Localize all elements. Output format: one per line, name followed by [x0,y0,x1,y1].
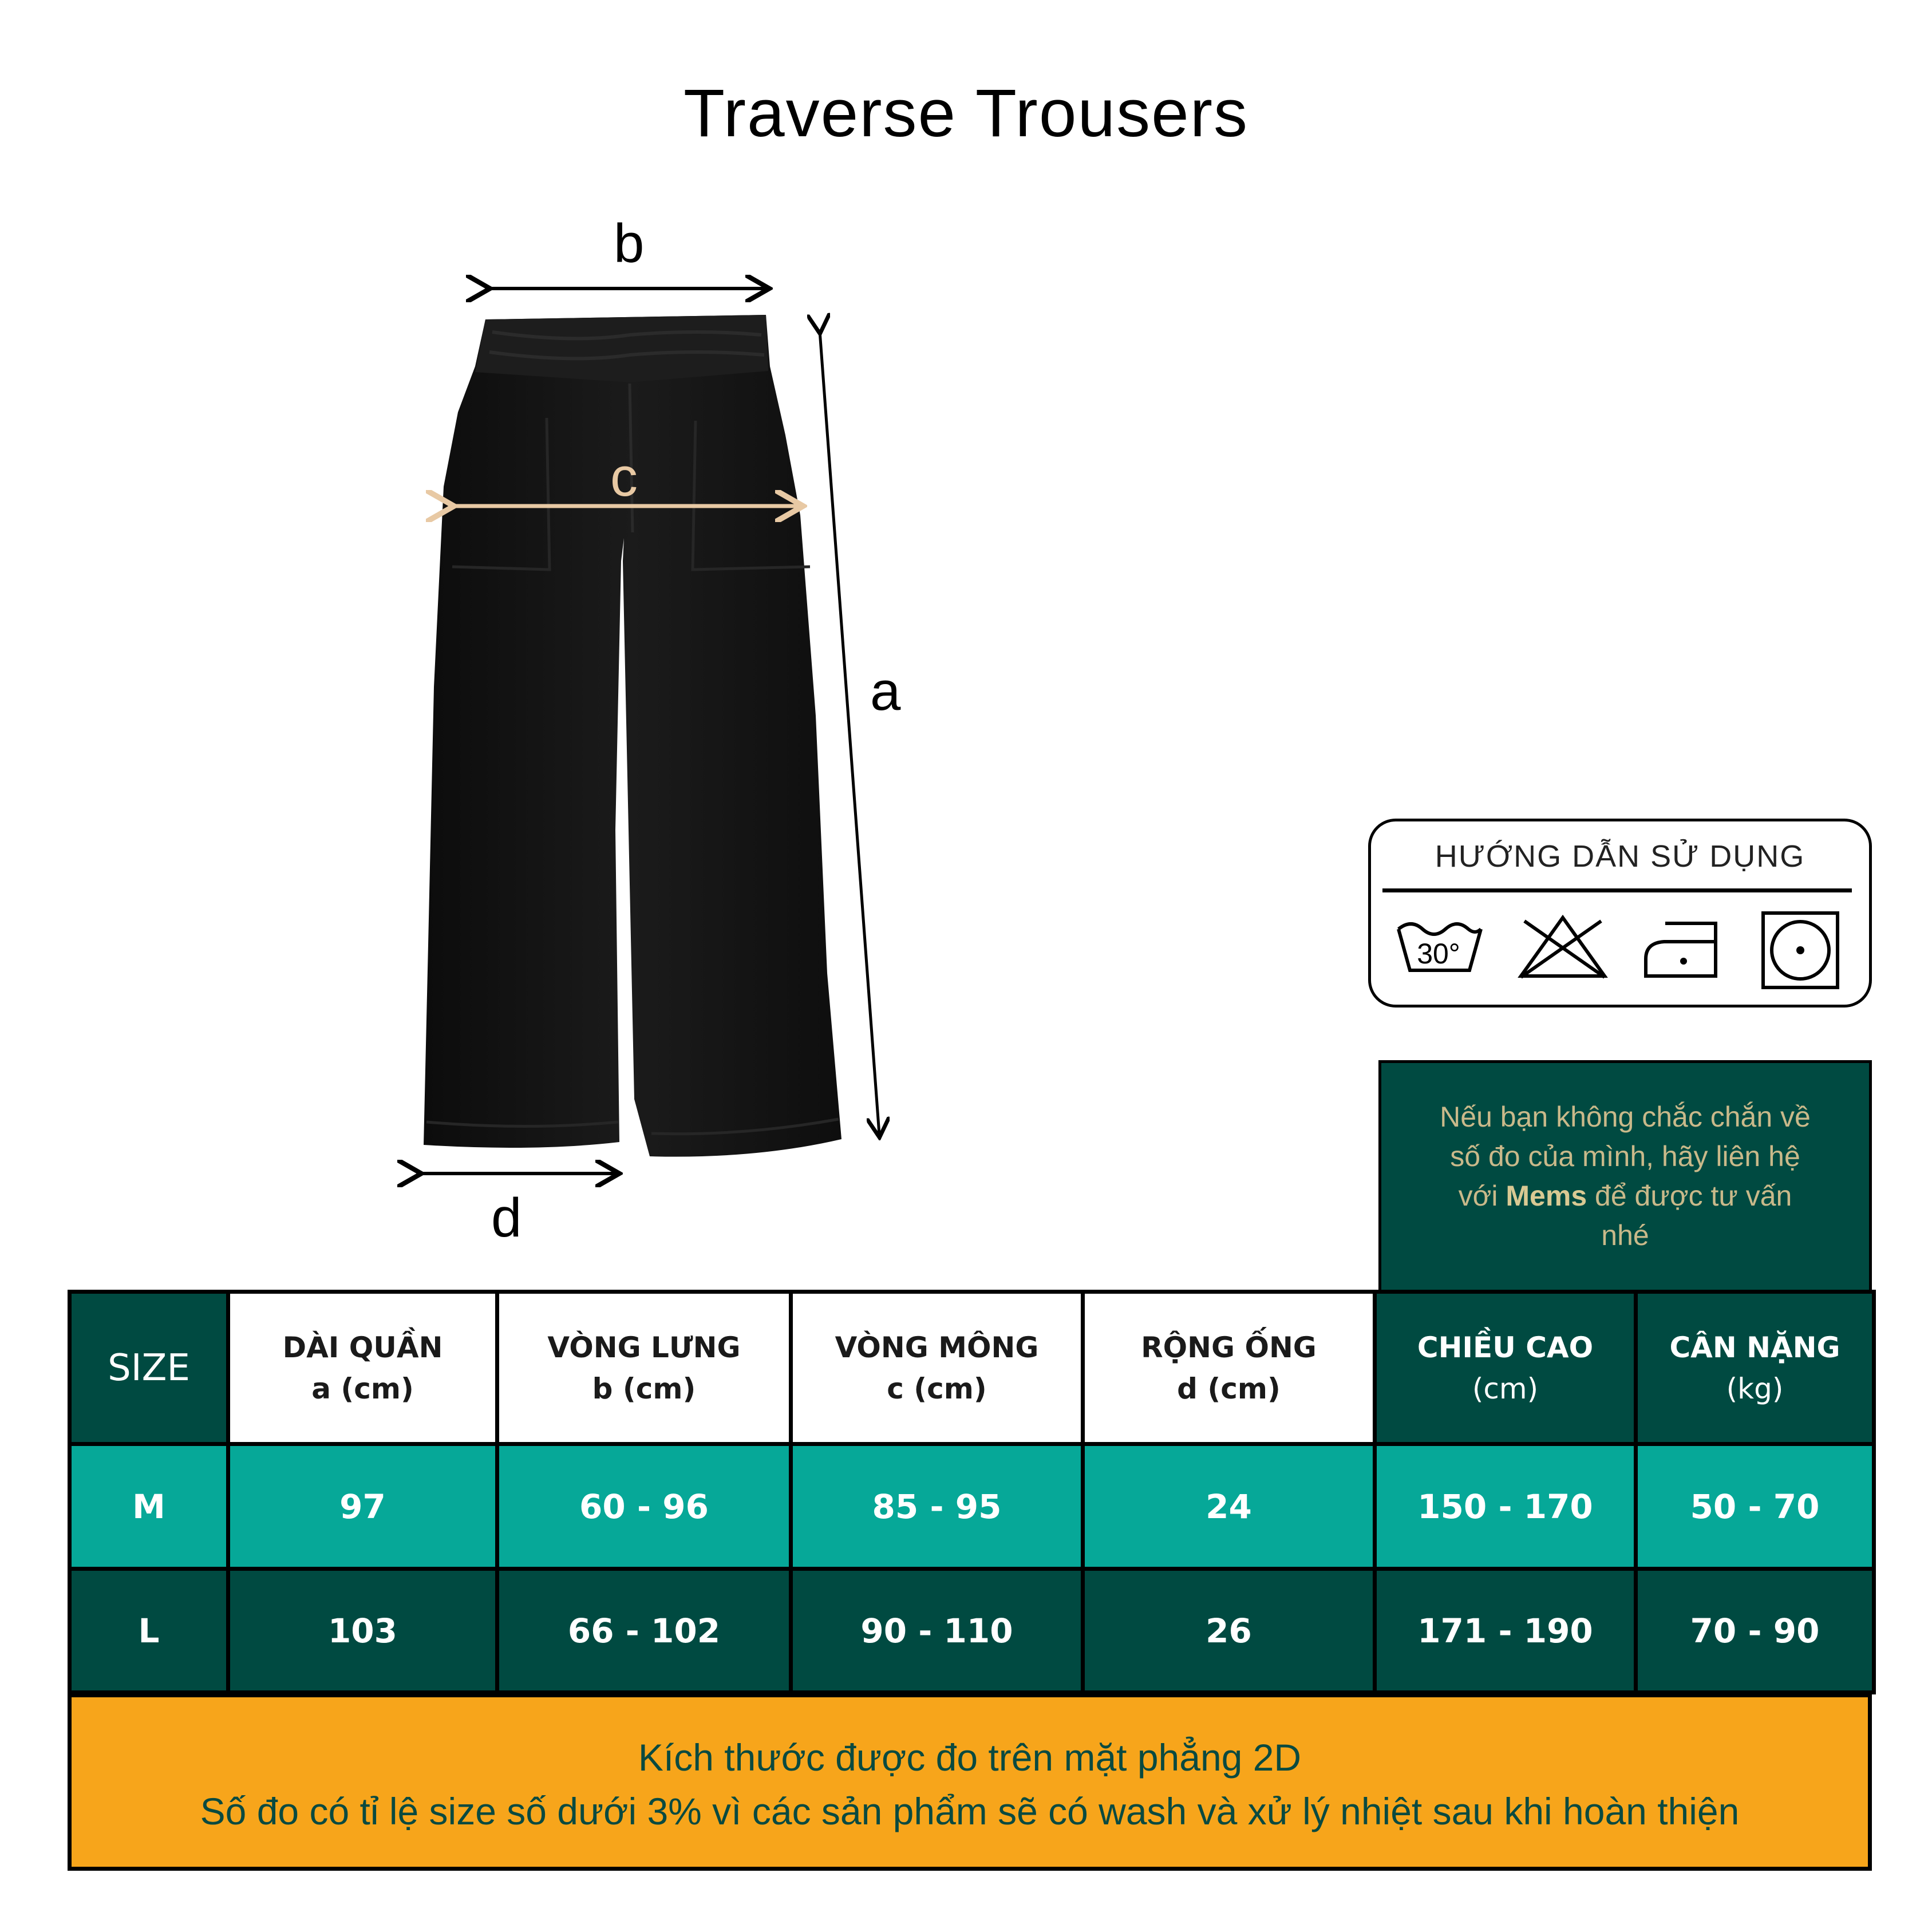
note-line-4: nhé [1601,1219,1649,1251]
label-d: d [491,1187,522,1249]
header-hem: RỘNG ỐNG d (cm) [1083,1292,1375,1444]
note-line-1: Nếu bạn không chắc chắn về [1440,1101,1811,1133]
brand-name: Mems [1506,1180,1587,1212]
tumble-dry-icon [1760,910,1840,993]
trousers-illustration [0,0,973,1288]
cell-weight: 70 - 90 [1636,1569,1874,1693]
cell-height: 171 - 190 [1375,1569,1636,1693]
cell-size: L [70,1569,228,1693]
cell-length: 97 [228,1444,497,1569]
label-a: a [870,661,901,722]
care-title: HƯỚNG DẪN SỬ DỤNG [1435,839,1805,874]
iron-icon [1640,913,1726,985]
cell-height: 150 - 170 [1375,1444,1636,1569]
cell-waist: 66 - 102 [497,1569,791,1693]
header-weight: CÂN NẶNG (kg) [1636,1292,1874,1444]
trousers-shape [424,315,841,1157]
trousers-figure [0,0,973,1288]
size-chart-table [68,1290,1876,1694]
cell-weight: 50 - 70 [1636,1444,1874,1569]
advice-note [1378,1060,1872,1291]
header-waist: VÒNG LƯNG b (cm) [497,1292,791,1444]
no-bleach-icon [1514,913,1611,985]
cell-hip: 90 - 110 [791,1569,1083,1693]
wash-30-icon [1394,913,1485,979]
label-b: b [614,213,645,274]
care-divider [1382,888,1852,892]
cell-hip: 85 - 95 [791,1444,1083,1569]
cell-hem: 26 [1083,1569,1375,1693]
notice-line-2: Số đo có tỉ lệ size số dưới 3% vì các sản phẩm sẽ có wash và xử lý nhiệt sau khi hoàn thiện [200,1790,1740,1832]
care-instructions [1368,819,1872,1008]
table-header-row [70,1292,1874,1444]
table-row [70,1444,1874,1569]
table-row [70,1569,1874,1693]
note-line-2: số đo của mình, hãy liên hệ [1450,1140,1800,1172]
notice-line-1: Kích thước được đo trên mặt phẳng 2D [638,1736,1302,1779]
note-line-3: với Mems để được tư vấn [1458,1180,1792,1212]
measurement-notice [68,1693,1872,1871]
cell-size: M [70,1444,228,1569]
header-hip: VÒNG MÔNG c (cm) [791,1292,1083,1444]
header-height: CHIỀU CAO (cm) [1375,1292,1636,1444]
header-length: DÀI QUẦN a (cm) [228,1292,497,1444]
header-size: SIZE [70,1292,228,1444]
cell-length: 103 [228,1569,497,1693]
cell-waist: 60 - 96 [497,1444,791,1569]
page-title: Traverse Trousers [683,76,1249,151]
label-c: c [610,447,638,508]
svg-text:30°: 30° [1417,938,1460,970]
cell-hem: 24 [1083,1444,1375,1569]
